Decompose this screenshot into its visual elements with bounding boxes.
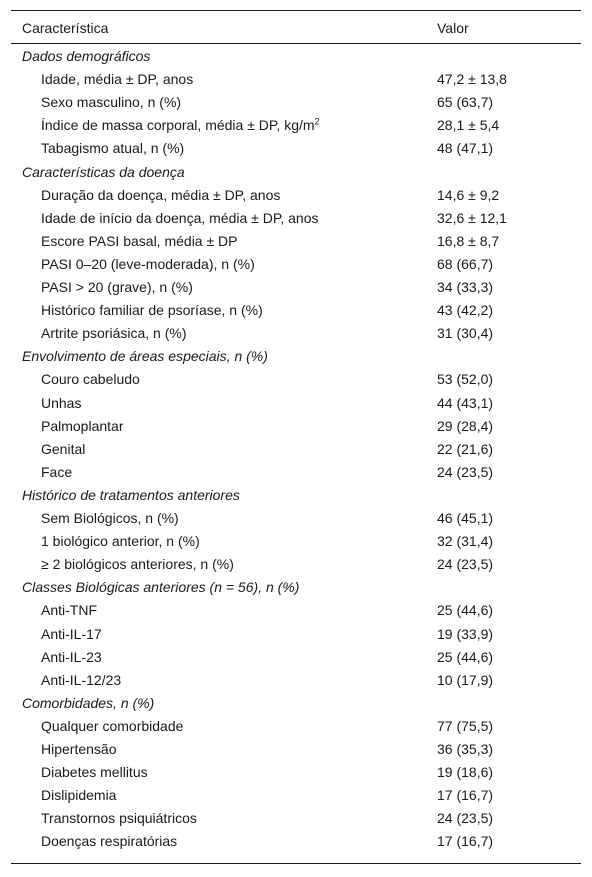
header-value: Valor bbox=[437, 20, 469, 36]
header-characteristic: Característica bbox=[22, 20, 109, 36]
row-value: 17 (16,7) bbox=[437, 833, 494, 850]
row-label-text: Tabagismo atual, n (%) bbox=[41, 140, 185, 157]
table-top-rule bbox=[11, 10, 581, 11]
row-label-text: Idade, média ± DP, anos bbox=[41, 71, 194, 88]
section-title: Características da doença bbox=[22, 163, 185, 180]
row-value: 44 (43,1) bbox=[437, 394, 494, 411]
row-label-text: Duração da doença, média ± DP, anos bbox=[41, 186, 281, 203]
row-label bbox=[41, 368, 140, 391]
table-row bbox=[11, 553, 581, 576]
section-title: Comorbidades, n (%) bbox=[22, 694, 155, 711]
row-value: 48 (47,1) bbox=[437, 140, 494, 157]
table-row bbox=[11, 715, 581, 738]
row-label-text: PASI > 20 (grave), n (%) bbox=[41, 279, 193, 295]
row-label bbox=[41, 507, 179, 530]
row-label bbox=[41, 761, 148, 784]
row-value: 46 (45,1) bbox=[437, 510, 494, 526]
row-label-text: Doenças respiratórias bbox=[41, 833, 178, 850]
row-label bbox=[41, 68, 193, 91]
table-row bbox=[11, 761, 581, 784]
table-row bbox=[11, 461, 581, 484]
table-row bbox=[11, 507, 581, 530]
table-row bbox=[11, 68, 581, 91]
row-label bbox=[41, 530, 200, 553]
table-row bbox=[11, 299, 581, 322]
table-row bbox=[11, 784, 581, 807]
row-value: 36 (35,3) bbox=[437, 741, 494, 757]
row-label bbox=[41, 114, 320, 137]
row-label-text: Idade de início da doença, média ± DP, anos bbox=[41, 209, 319, 226]
row-label-text: Sexo masculino, n (%) bbox=[41, 94, 182, 111]
row-value: 43 (42,2) bbox=[437, 302, 494, 319]
row-label-text: Palmoplantar bbox=[41, 417, 124, 434]
row-label bbox=[41, 646, 102, 669]
row-label bbox=[41, 137, 184, 160]
table-row bbox=[11, 253, 581, 276]
table-row bbox=[11, 368, 581, 391]
row-label-text: Anti-IL-23 bbox=[41, 648, 102, 665]
row-value: 22 (21,6) bbox=[437, 440, 494, 457]
row-value: 19 (18,6) bbox=[437, 764, 494, 781]
row-label-text: Anti-TNF bbox=[41, 602, 97, 619]
table-row bbox=[11, 530, 581, 553]
row-label bbox=[41, 299, 263, 322]
table-row bbox=[11, 392, 581, 415]
table-row bbox=[11, 230, 581, 253]
row-value: 32 (31,4) bbox=[437, 533, 494, 550]
row-value: 25 (44,6) bbox=[437, 602, 494, 619]
row-label-text: Histórico familiar de psoríase, n (%) bbox=[41, 302, 263, 319]
row-label-text: Face bbox=[41, 463, 73, 480]
row-label bbox=[41, 461, 72, 484]
row-label bbox=[41, 415, 124, 438]
row-label bbox=[41, 807, 197, 830]
section-header bbox=[11, 576, 581, 599]
row-value: 65 (63,7) bbox=[437, 94, 494, 111]
row-label bbox=[41, 91, 181, 114]
row-label-text: Diabetes mellitus bbox=[41, 764, 148, 781]
table-row bbox=[11, 276, 581, 299]
row-label bbox=[41, 253, 255, 276]
row-label bbox=[41, 207, 319, 230]
row-label bbox=[41, 599, 97, 622]
row-label bbox=[41, 276, 193, 299]
section-header bbox=[11, 161, 581, 184]
section-title: Dados demográficos bbox=[22, 48, 151, 64]
table-row bbox=[11, 646, 581, 669]
row-label bbox=[41, 738, 117, 761]
table-bottom-rule bbox=[11, 863, 581, 864]
header-rule bbox=[11, 43, 581, 44]
section-header bbox=[11, 484, 581, 507]
table-row bbox=[11, 184, 581, 207]
table-row bbox=[11, 415, 581, 438]
row-label bbox=[41, 322, 186, 345]
table-row bbox=[11, 137, 581, 160]
row-label-text: Anti-IL-17 bbox=[41, 625, 102, 642]
row-label bbox=[41, 184, 280, 207]
row-label bbox=[41, 553, 234, 576]
row-value: 24 (23,5) bbox=[437, 463, 494, 480]
row-value: 32,6 ± 12,1 bbox=[437, 209, 507, 226]
table-row bbox=[11, 623, 581, 646]
row-value: 10 (17,9) bbox=[437, 671, 494, 688]
row-value: 68 (66,7) bbox=[437, 255, 494, 272]
row-value: 16,8 ± 8,7 bbox=[437, 232, 500, 249]
row-label-text: Genital bbox=[41, 440, 86, 457]
row-value: 31 (30,4) bbox=[437, 325, 494, 342]
row-value: 34 (33,3) bbox=[437, 279, 494, 295]
table-row bbox=[11, 91, 581, 114]
table-row bbox=[11, 738, 581, 761]
row-label-text: Hipertensão bbox=[41, 741, 117, 757]
row-label bbox=[41, 392, 81, 415]
row-value: 24 (23,5) bbox=[437, 810, 494, 827]
row-value: 47,2 ± 13,8 bbox=[437, 71, 507, 88]
row-label-text: Sem Biológicos, n (%) bbox=[41, 510, 179, 526]
row-value: 24 (23,5) bbox=[437, 556, 494, 573]
row-label-text: Artrite psoriásica, n (%) bbox=[41, 325, 187, 342]
section-header bbox=[11, 345, 581, 368]
row-label-text: ≥ 2 biológicos anteriores, n (%) bbox=[41, 556, 234, 573]
row-value: 53 (52,0) bbox=[437, 371, 494, 388]
table-row bbox=[11, 114, 581, 137]
row-value: 14,6 ± 9,2 bbox=[437, 186, 500, 203]
row-value: 17 (16,7) bbox=[437, 787, 494, 804]
row-label-text: Escore PASI basal, média ± DP bbox=[41, 232, 238, 249]
row-label bbox=[41, 669, 121, 692]
section-title: Envolvimento de áreas especiais, n (%) bbox=[22, 348, 268, 365]
section-title: Classes Biológicas anteriores (n = 56), n (%) bbox=[22, 579, 300, 596]
row-label-text: Transtornos psiquiátricos bbox=[41, 810, 197, 827]
row-value: 28,1 ± 5,4 bbox=[437, 117, 500, 134]
row-label-text: Anti-IL-12/23 bbox=[41, 671, 122, 688]
row-label-text: Unhas bbox=[41, 394, 82, 411]
table-row bbox=[11, 207, 581, 230]
row-label bbox=[41, 830, 177, 853]
row-label-text: Couro cabeludo bbox=[41, 371, 140, 388]
table-row bbox=[11, 807, 581, 830]
table-row bbox=[11, 669, 581, 692]
section-title: Histórico de tratamentos anteriores bbox=[22, 486, 240, 503]
row-value: 77 (75,5) bbox=[437, 717, 494, 734]
row-label-text: 1 biológico anterior, n (%) bbox=[41, 533, 200, 550]
row-label-superscript: 2 bbox=[314, 116, 320, 127]
row-label bbox=[41, 230, 238, 253]
table-row bbox=[11, 830, 581, 853]
row-label-text: Qualquer comorbidade bbox=[41, 717, 184, 734]
row-value: 29 (28,4) bbox=[437, 417, 494, 434]
table-row bbox=[11, 322, 581, 345]
row-label bbox=[41, 715, 183, 738]
row-label bbox=[41, 623, 102, 646]
table-row bbox=[11, 438, 581, 461]
row-label-text: PASI 0–20 (leve-moderada), n (%) bbox=[41, 255, 255, 272]
row-value: 25 (44,6) bbox=[437, 648, 494, 665]
table-row bbox=[11, 599, 581, 622]
section-header bbox=[11, 45, 581, 68]
section-header bbox=[11, 692, 581, 715]
row-label bbox=[41, 784, 116, 807]
row-value: 19 (33,9) bbox=[437, 625, 494, 642]
row-label bbox=[41, 438, 85, 461]
row-label-text: Dislipidemia bbox=[41, 787, 117, 804]
row-label-text: Índice de massa corporal, média ± DP, kg/m bbox=[41, 117, 315, 134]
